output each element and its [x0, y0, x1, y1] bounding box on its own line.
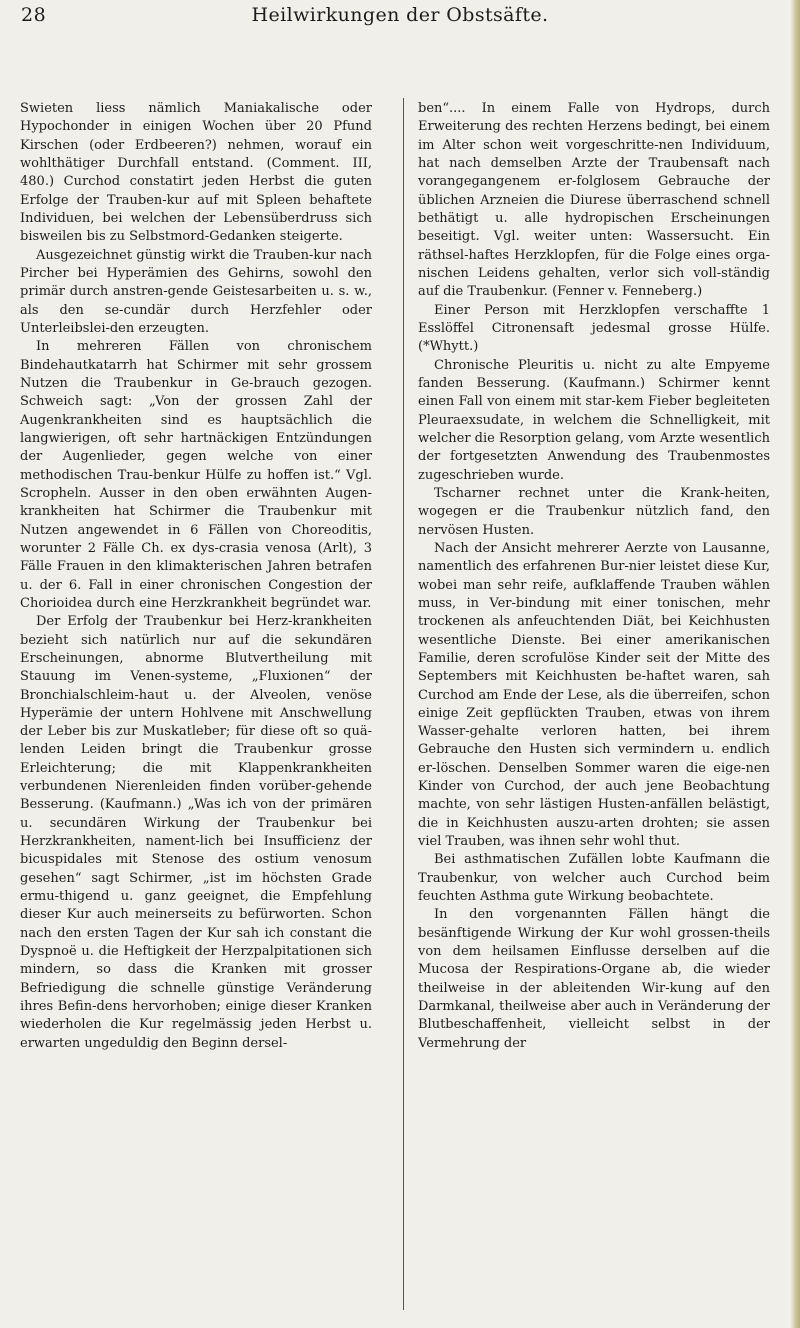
right-column: [418, 100, 770, 1053]
paragraph: Ausgezeichnet günstig wirkt die Trauben-kur nach Pircher bei Hyperämien des Gehirns, sowohl den primär durch anstren-gende Geistesarbeiten u. s. w., als den se-cundär durch Herzfehler oder Unterleibslei-den erzeugten.: [20, 247, 372, 336]
paragraph: ben“.... In einem Falle von Hydrops, durch Erweiterung des rechten Herzens bedingt, bei einem im Alter schon weit vorgeschritte-nen Individuum, hat nach demselben Arzte der Traubensaft nach vorangegangenem er-folglosem Gebrauche der üblichen Arzneien die Diurese überraschend schnell bethätigt u. alle hydropischen Erscheinungen beseitigt. Vgl. weiter unten: Wassersucht. Ein räthsel-haftes Herzklopfen, für die Folge eines orga-nischen Leidens gehalten, verlor sich voll-ständig auf die Traubenkur. (Fenner v. Fenneberg.): [418, 101, 770, 300]
page-edge: [790, 0, 800, 1328]
running-title: Heilwirkungen der Obstsäfte.: [251, 4, 549, 26]
page-number: 28: [21, 4, 47, 26]
paragraph: Der Erfolg der Traubenkur bei Herz-krankheiten bezieht sich natürlich nur auf die sekundären Erscheinungen, abnorme Blutvertheilung mit Stauung im Venen-systeme, „Fluxionen“ der Bronchialschleim-haut u. der Alveolen, venöse Hyperämie der untern Hohlvene mit Anschwellung der Leber bis zur Muskatleber; für diese oft so quä-lenden Leiden bringt die Traubenkur grosse Erleichterung; die mit Klappenkrankheiten verbundenen Nierenleiden finden vorüber-gehende Besserung. (Kaufmann.) „Was ich von der primären u. secundären Wirkung der Traubenkur bei Herzkrankheiten, nament-lich bei Insufficienz der bicuspidales mit Stenose des ostium venosum gesehen“ sagt Schirmer, „ist im höchsten Grade ermu-thigend u. ganz geeignet, die Empfehlung dieser Kur auch meinerseits zu befürworten. Schon nach den ersten Tagen der Kur sah ich constant die Dyspnoë u. die Heftigkeit der Herzpalpitationen sich mindern, so dass die Kranken mit grosser Befriedigung die schnelle günstige Veränderung ihres Befin-dens hervorhoben; einige dieser Kranken wiederholen die Kur regelmässig jeden Herbst u. erwarten ungeduldig den Beginn dersel-: [20, 614, 372, 1051]
left-column: [20, 100, 372, 1053]
paragraph: Chronische Pleuritis u. nicht zu alte Empyeme fanden Besserung. (Kaufmann.) Schirmer kennt einen Fall von einem mit star-kem Fieber begleiteten Pleuraexsudate, in welchem die Schnelligkeit, mit welcher die Resorption gelang, vom Arzte wesentlich der fortgesetzten Anwendung des Traubenmostes zugeschrieben wurde.: [418, 357, 770, 483]
paragraph: In den vorgenannten Fällen hängt die besänftigende Wirkung der Kur wohl grossen-theils von dem heilsamen Einflusse derselben auf die Mucosa der Respirations-Organe ab, die wieder theilweise in der ableitenden Wir-kung auf den Darmkanal, theilweise aber auch in Veränderung der Blutbeschaffenheit, vielleicht selbst in der Vermehrung der: [418, 907, 770, 1051]
paragraph: Einer Person mit Herzklopfen verschaffte 1 Esslöffel Citronensaft jedesmal grosse Hülfe. (*Whytt.): [418, 302, 770, 355]
paragraph: In mehreren Fällen von chronischem Bindehautkatarrh hat Schirmer mit sehr grossem Nutzen die Traubenkur in Ge-brauch gezogen. Schweich sagt: „Von der grossen Zahl der Augenkrankheiten sind es hauptsächlich die langwierigen, oft sehr hartnäckigen Entzündungen der Augenlieder, gegen welche von einer methodischen Trau-benkur Hülfe zu hoffen ist.“ Vgl. Scropheln. Ausser in den oben erwähnten Augen-krankheiten hat Schirmer die Traubenkur mit Nutzen angewendet in 6 Fällen von Choreoditis, worunter 2 Fälle Ch. ex dys-crasia venosa (Arlt), 3 Fälle Frauen in den klimakterischen Jahren betrafen u. der 6. Fall in einer chronischen Congestion der Chorioidea durch eine Herzkrankheit begründet war.: [20, 339, 372, 611]
paragraph: Tscharner rechnet unter die Krank-heiten, wogegen er die Traubenkur nützlich fand, den nervösen Husten.: [418, 485, 770, 538]
column-divider: [403, 98, 404, 1310]
paragraph: Swieten liess nämlich Maniakalische oder Hypochonder in einigen Wochen über 20 Pfund Kirschen (oder Erdbeeren?) nehmen, worauf ein wohlthätiger Durchfall entstand. (Comment. III, 480.) Curchod constatirt jeden Herbst die guten Erfolge der Trauben-kur auf mit Spleen behaftete Individuen, bei welchen der Lebensüberdruss sich bisweilen bis zu Selbstmord-Gedanken steigerte.: [20, 101, 372, 245]
paragraph: Nach der Ansicht mehrerer Aerzte von Lausanne, namentlich des erfahrenen Bur-nier leistet diese Kur, wobei man sehr reife, aufklaffende Trauben wählen muss, in Ver-bindung mit einer tonischen, mehr trockenen als anfeuchtenden Diät, bei Keichhusten wesentliche Dienste. Bei einer amerikanischen Familie, deren scrofulöse Kinder seit der Mitte des Septembers mit Keichhusten be-haftet waren, sah Curchod am Ende der Lese, als die überreifen, schon einige Zeit gepflückten Trauben, etwas von ihrem Wasser-gehalte verloren hatten, bei ihrem Gebrauche den Husten sich vermindern u. endlich er-löschen. Denselben Sommer waren die eige-nen Kinder von Curchod, der auch jene Beobachtung machte, von sehr lästigen Husten-anfällen belästigt, die in Keichhusten auszu-arten drohten; sie assen viel Trauben, was ihnen sehr wohl thut.: [418, 540, 770, 850]
paragraph: Bei asthmatischen Zufällen lobte Kaufmann die Traubenkur, von welcher auch Curchod beim feuchten Asthma gute Wirkung beobachtete.: [418, 852, 770, 905]
